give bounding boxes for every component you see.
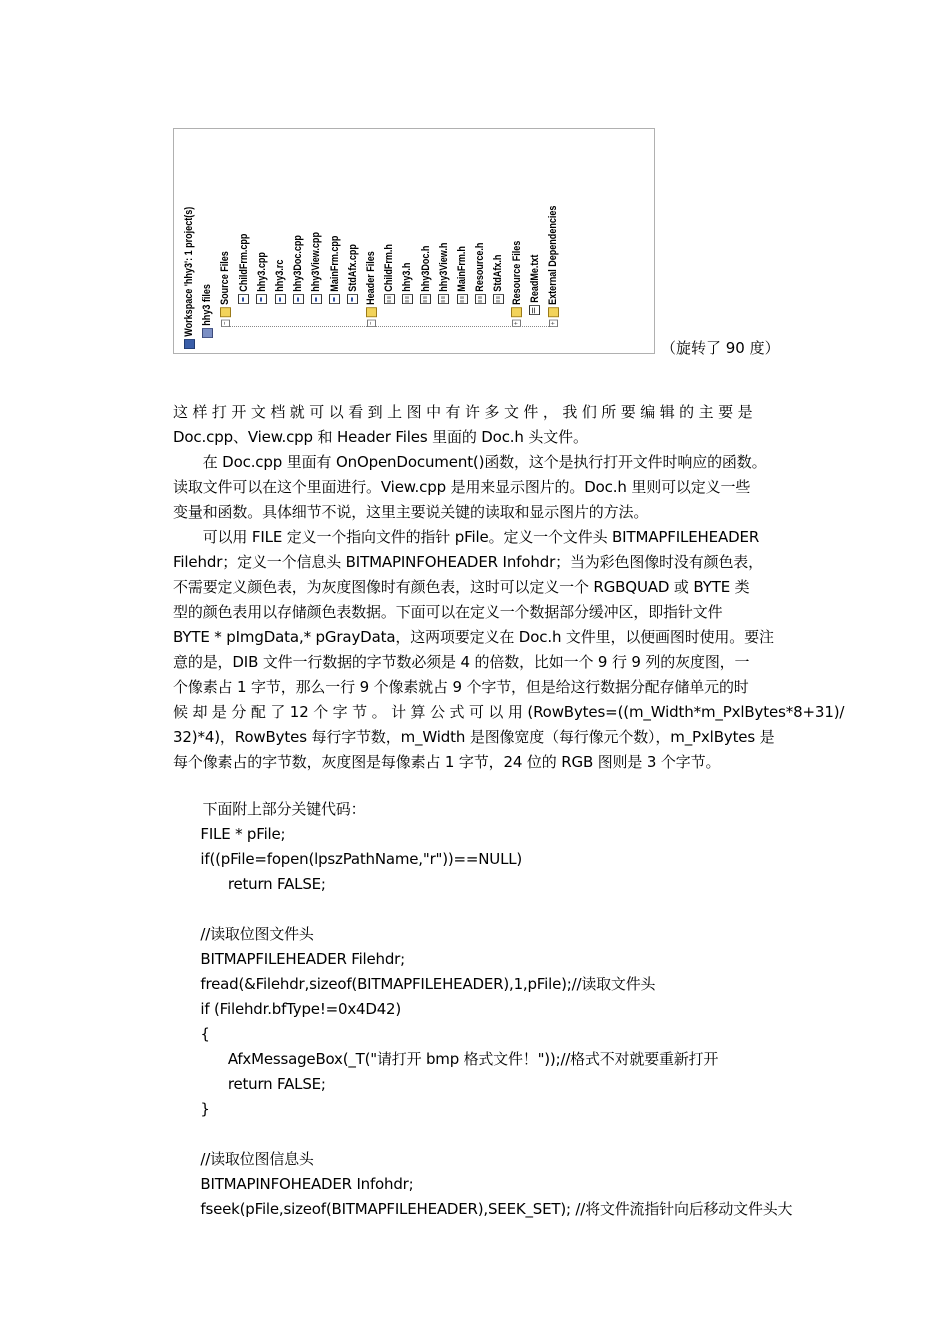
tree-node[interactable] [255,252,269,304]
paragraph-line: 型的颜色表用以存储颜色表数据。下面可以在定义一个数据部分缓冲区，即指针文件 [173,603,723,621]
paragraph-line: 意的是，DIB 文件一行数据的字节数必须是 4 的倍数，比如一个 9 行 9 列的灰度图，一 [173,653,750,671]
tree-node-label: Resource Files [510,240,523,305]
tree-node-label: ReadMe.txt [528,254,541,303]
tree-node-label: External Dependencies [547,205,559,305]
tree-node[interactable] [182,207,196,349]
paragraph-line: 每个像素占的字节数，灰度图是每像素占 1 字节，24 位的 RGB 图则是 3 个字节。 [173,753,721,771]
tree-node[interactable] [346,244,360,304]
folder-icon [548,307,559,317]
cpp-file-icon [256,294,267,304]
code-line: BITMAPINFOHEADER Infohdr; [173,1175,414,1193]
figure-caption: （旋转了 90 度） [661,339,780,357]
header-file-icon [475,294,486,304]
folder-icon [366,307,377,317]
tree-node[interactable] [237,234,251,304]
code-line: if((pFile=fopen(lpszPathName,"r"))==NULL) [173,850,523,868]
code-line: return FALSE; [173,1075,326,1093]
code-line: } [173,1100,210,1118]
cpp-file-icon [347,294,358,304]
tree-node[interactable] [309,232,323,304]
workspace-tree [174,129,654,353]
code-line: return FALSE; [173,875,326,893]
tree-node-label: hhy3.rc [274,259,286,292]
paragraph-line: BYTE * pImgData,* pGrayData，这两项要定义在 Doc.h 文件里，以便画图时使用。要注 [173,628,774,646]
paragraph-line: 不需要定义颜色表，为灰度图像时有颜色表，这时可以定义一个 RGBQUAD 或 BYTE 类 [173,578,750,596]
code-line: //读取位图信息头 [173,1150,314,1168]
tree-node[interactable] [291,235,305,304]
tree-node[interactable] [382,244,396,304]
paragraph-2 [173,450,807,525]
text-file-icon [529,305,540,315]
code-line: //读取位图文件头 [173,925,314,943]
tree-node-label: ChildFrm.cpp [237,233,250,292]
tree-node[interactable] [455,246,469,304]
tree-node[interactable] [546,206,560,327]
cpp-file-icon [238,294,249,304]
tree-node-label: hhy3Doc.h [419,245,432,292]
tree-node-label: hhy3.cpp [255,252,268,292]
cpp-file-icon [293,294,304,304]
paragraph-line: 变量和函数。具体细节不说，这里主要说关键的读取和显示图片的方法。 [173,503,649,521]
code-line: fseek(pFile,sizeof(BITMAPFILEHEADER),SEEK_SET); //将文件流指针向后移动文件头大 [173,1200,793,1218]
code-line [173,897,813,922]
expand-toggle-icon[interactable]: + [512,320,521,327]
tree-node[interactable] [400,263,414,304]
header-file-icon [384,294,395,304]
paragraph-3 [173,525,845,775]
cpp-file-icon [311,294,322,304]
tree-node[interactable] [273,260,287,304]
workspace-tree-figure [173,128,655,354]
paragraph-line: 个像素占 1 字节，那么一行 9 个像素就占 9 个字节，但是给这行数据分配存储单元的时 [173,678,749,696]
header-file-icon [457,294,468,304]
tree-guide-line [225,326,553,327]
code-line: FILE * pFile; [173,825,286,843]
paragraph-line: 读取文件可以在这个里面进行。View.cpp 是用来显示图片的。Doc.h 里则可以定义一些 [173,478,751,496]
code-line: AfxMessageBox(_T("请打开 bmp 格式文件！"));//格式不对就要重新打开 [173,1050,719,1068]
tree-node[interactable] [364,251,378,327]
paragraph-1 [173,400,807,450]
paragraph-line: Filehdr；定义一个信息头 BITMAPINFOHEADER Infohdr；当为彩色图像时没有颜色表， [173,553,763,571]
tree-node[interactable] [473,243,487,304]
tree-node-label: StdAfx.h [492,254,505,292]
expand-toggle-icon[interactable]: − [367,320,376,327]
tree-node[interactable] [510,241,524,327]
tree-node[interactable] [528,255,542,315]
expand-toggle-icon[interactable]: − [221,320,230,327]
cpp-file-icon [275,294,286,304]
code-line [173,1122,813,1147]
code-line: 下面附上部分关键代码： [173,800,366,818]
header-file-icon [493,294,504,304]
tree-node-label: Header Files [365,251,377,305]
tree-node-label: Workspace 'hhy3': 1 project(s) [183,206,195,337]
tree-node-label: StdAfx.cpp [346,244,359,292]
folder-icon [511,307,522,317]
paragraph-line: 32)*4)，RowBytes 每行字节数，m_Width 是图像宽度（每行像元个数），m_PxlBytes 是 [173,728,775,746]
workspace-icon [184,339,195,349]
paragraph-line: Doc.cpp、View.cpp 和 Header Files 里面的 Doc.h 头文件。 [173,428,588,446]
header-file-icon [402,294,413,304]
tree-node-label: ChildFrm.h [383,244,396,292]
tree-node-label: hhy3View.h [437,242,450,292]
tree-node[interactable] [437,243,451,304]
tree-node-label: hhy3.h [401,262,414,292]
paragraph-line: 这 样 打 开 文 档 就 可 以 看 到 上 图 中 有 许 多 文 件 ， 我 们 所 要 编 辑 的 主 要 是 [173,403,753,421]
tree-node[interactable] [328,236,342,304]
folder-icon [220,307,231,317]
code-line: fread(&Filehdr,sizeof(BITMAPFILEHEADER),1,pFile);//读取文件头 [173,975,656,993]
code-line: BITMAPFILEHEADER Filehdr; [173,950,406,968]
tree-node-label: MainFrm.h [456,246,468,292]
tree-node-label: Source Files [219,251,232,305]
expand-toggle-icon[interactable]: + [549,320,558,327]
tree-node-label: hhy3 files [201,284,214,326]
tree-node[interactable] [491,255,505,304]
tree-node-label: Resource.h [474,242,487,292]
paragraph-line: 在 Doc.cpp 里面有 OnOpenDocument()函数，这个是执行打开文件时响应的函数。 [173,453,767,471]
code-line: if (Filehdr.bfType!=0x4D42) [173,1000,402,1018]
paragraph-line: 候 却 是 分 配 了 12 个 字 节 。 计 算 公 式 可 以 用 (RowBytes=((m_Width*m_PxlBytes*8+31)/ [173,703,845,721]
tree-node[interactable] [218,251,232,327]
code-listing [173,797,813,1222]
tree-node[interactable] [419,246,433,304]
tree-node-label: hhy3View.cpp [310,232,323,292]
header-file-icon [438,294,449,304]
tree-node-label: MainFrm.cpp [328,235,341,292]
code-line: { [173,1025,210,1043]
cpp-file-icon [329,294,340,304]
tree-node-label: hhy3Doc.cpp [292,235,305,292]
tree-node[interactable] [200,284,214,338]
paragraph-line: 可以用 FILE 定义一个指向文件的指针 pFile。定义一个文件头 BITMAPFILEHEADER [173,528,760,546]
project-icon [202,328,213,338]
header-file-icon [420,294,431,304]
